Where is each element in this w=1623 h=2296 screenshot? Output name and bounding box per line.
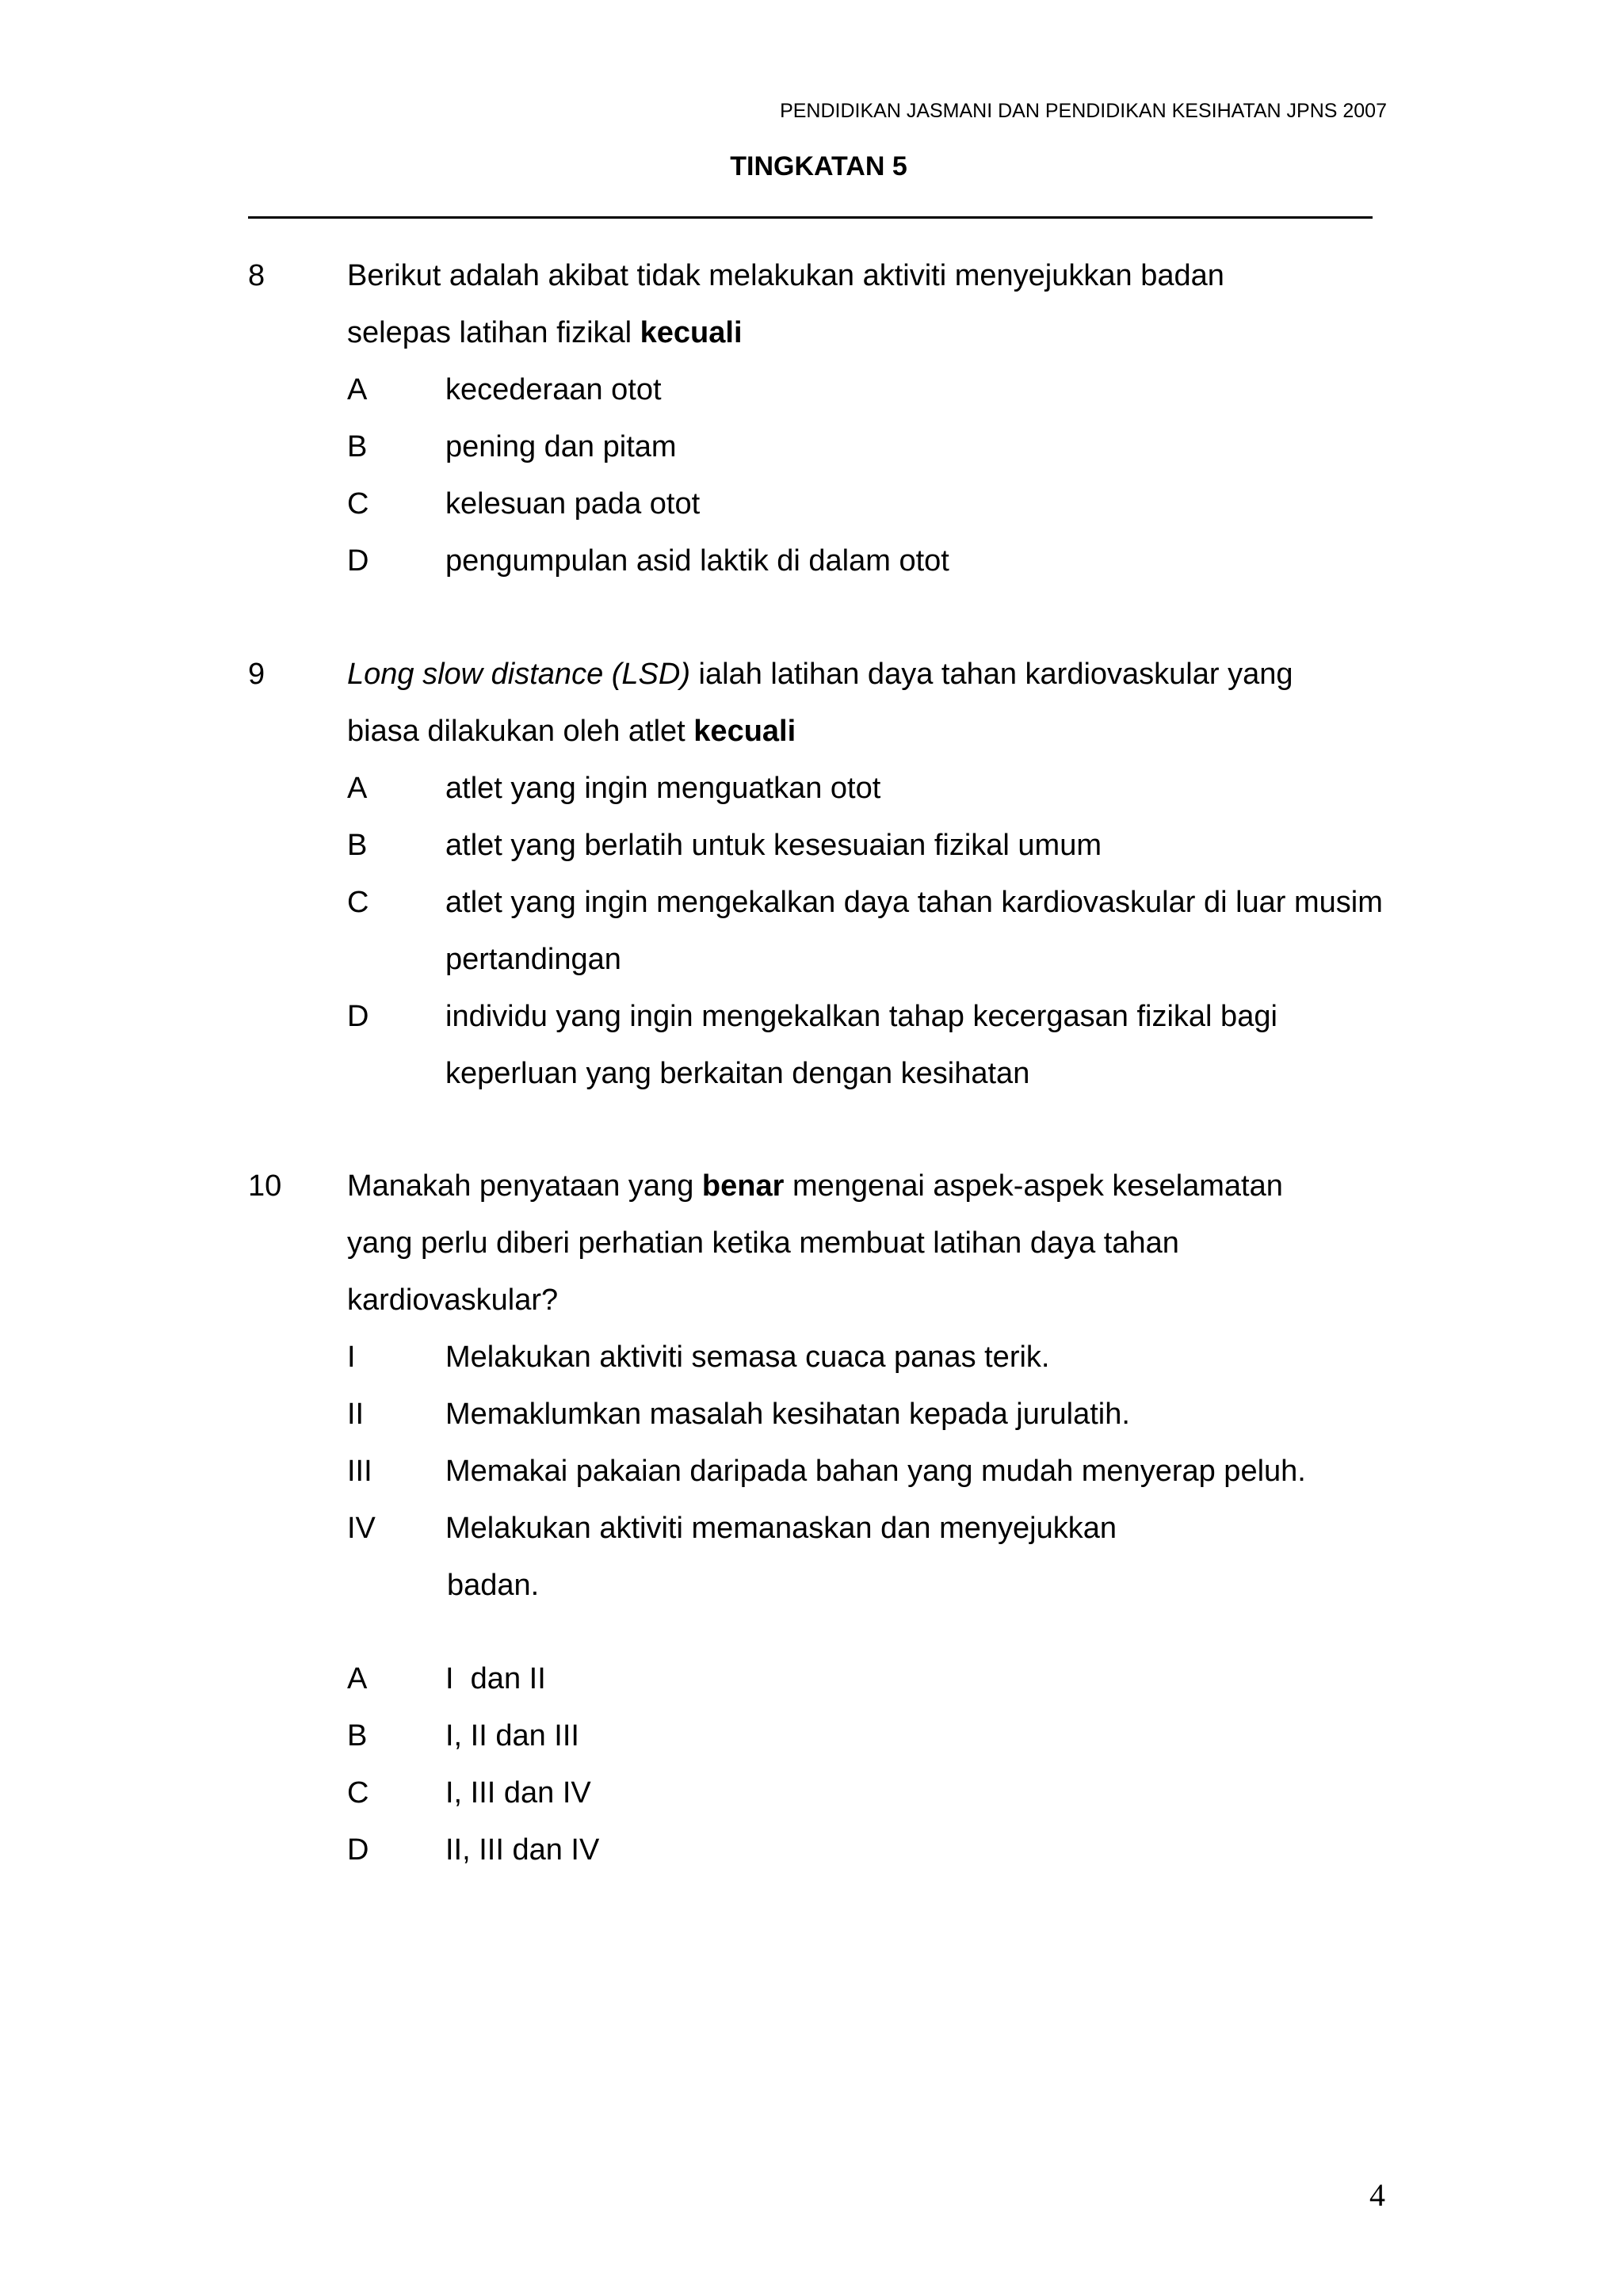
question-stem (347, 247, 1224, 361)
question-stem-row (248, 247, 1412, 361)
stem-text: mengenai aspek-aspek keselamatan (784, 1169, 1283, 1203)
option-text: pengumpulan asid laktik di dalam otot (445, 544, 949, 578)
option-a (248, 1650, 1412, 1707)
statement-text (445, 1500, 1412, 1614)
question-stem (347, 1158, 1283, 1329)
option-text: pening dan pitam (445, 430, 677, 463)
question-number: 10 (248, 1169, 282, 1203)
option-b (248, 817, 1412, 874)
stem-emphasis: kecuali (693, 715, 796, 748)
option-b (248, 418, 1412, 475)
option-c (248, 1764, 1412, 1821)
stem-text: kardiovaskular? (347, 1283, 559, 1317)
stem-emphasis: benar (701, 1169, 785, 1203)
option-text: kelesuan pada otot (445, 487, 701, 521)
statement-numeral: III (347, 1455, 372, 1488)
option-letter: A (347, 772, 368, 805)
statement-i (248, 1329, 1412, 1386)
option-letter: A (347, 1662, 368, 1695)
statement-text-line: Melakukan aktiviti memanaskan dan menyejukkan (445, 1512, 1117, 1545)
option-a (248, 760, 1412, 817)
option-letter: D (347, 544, 369, 578)
option-b (248, 1707, 1412, 1764)
option-letter: B (347, 829, 368, 862)
stem-text: biasa dilakukan oleh atlet (347, 715, 694, 748)
option-letter: A (347, 373, 368, 406)
header-subject: PENDIDIKAN JASMANI DAN PENDIDIKAN KESIHATAN JPNS 2007 (780, 100, 1387, 122)
question-stem (347, 646, 1293, 760)
option-letter: B (347, 430, 368, 463)
question-number: 8 (248, 259, 265, 292)
statement-numeral: IV (347, 1512, 376, 1545)
option-text: atlet yang ingin menguatkan otot (445, 772, 881, 805)
stem-text: Berikut adalah akibat tidak melakukan aktiviti menyejukkan badan (347, 259, 1224, 292)
option-text: atlet yang ingin mengekalkan daya tahan kardiovaskular di luar musim pertandingan (445, 886, 1383, 976)
option-d (248, 532, 1412, 589)
statement-text: Memaklumkan masalah kesihatan kepada jurulatih. (445, 1398, 1130, 1431)
option-text: I, II dan III (445, 1719, 579, 1753)
stem-text: Manakah penyataan yang (347, 1169, 702, 1203)
question-9 (248, 646, 1412, 1102)
option-c (248, 874, 1412, 988)
question-stem-row (248, 646, 1412, 760)
statement-text: Memakai pakaian daripada bahan yang mudah menyerap peluh. (445, 1455, 1306, 1488)
statement-iv (248, 1500, 1412, 1614)
option-d (248, 1821, 1412, 1878)
option-letter: B (347, 1719, 368, 1753)
statement-ii (248, 1386, 1412, 1443)
statement-text-line: badan. (447, 1569, 540, 1602)
stem-emphasis: kecuali (640, 316, 743, 349)
statement-numeral: I (347, 1341, 356, 1374)
stem-text: ialah latihan daya tahan kardiovaskular yang (690, 658, 1293, 691)
option-text: individu yang ingin mengekalkan tahap kecergasan fizikal bagi keperluan yang berkaitan dengan kesihatan (445, 1000, 1277, 1090)
option-d (248, 988, 1412, 1102)
header-form-level: TINGKATAN 5 (730, 151, 907, 181)
question-number: 9 (248, 658, 265, 691)
option-text: atlet yang berlatih untuk kesesuaian fizikal umum (445, 829, 1102, 862)
stem-text: selepas latihan fizikal (347, 316, 640, 349)
page-number: 4 (1369, 2177, 1385, 2213)
option-letter: D (347, 1000, 369, 1033)
option-letter: C (347, 487, 369, 521)
option-text: I, III dan IV (445, 1776, 591, 1810)
header-divider (248, 216, 1373, 219)
option-text: II, III dan IV (445, 1833, 600, 1867)
stem-text: yang perlu diberi perhatian ketika membuat latihan daya tahan (347, 1226, 1179, 1260)
question-8 (248, 247, 1412, 589)
option-a (248, 361, 1412, 418)
option-letter: C (347, 886, 369, 919)
question-10-options (248, 1650, 1412, 1878)
option-text: kecederaan otot (445, 373, 662, 406)
stem-term: Long slow distance (LSD) (347, 658, 690, 691)
question-stem-row (248, 1158, 1412, 1329)
option-c (248, 475, 1412, 532)
statement-numeral: II (347, 1398, 365, 1431)
statement-text: Melakukan aktiviti semasa cuaca panas terik. (445, 1341, 1050, 1374)
question-10 (248, 1158, 1412, 1614)
statement-iii (248, 1443, 1412, 1500)
option-letter: D (347, 1833, 369, 1867)
option-letter: C (347, 1776, 369, 1810)
option-text: I dan II (445, 1662, 546, 1695)
